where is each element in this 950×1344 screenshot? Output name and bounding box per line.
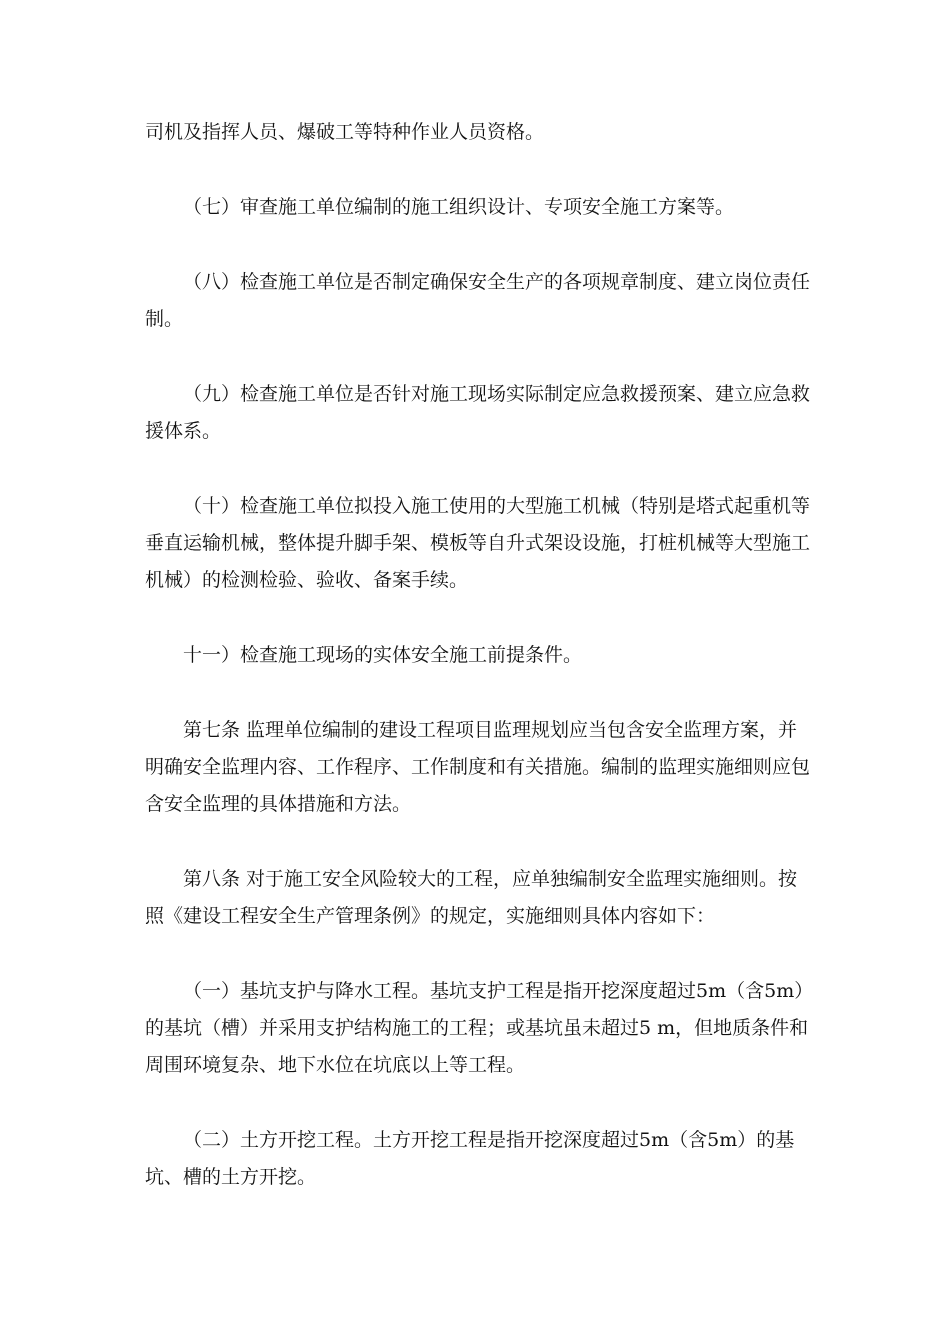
paragraph-continuation: 司机及指挥人员、爆破工等特种作业人员资格。: [145, 121, 545, 143]
paragraph-sub-item-2: （二）土方开挖工程。土方开挖工程是指开挖深度超过5m（含5m）的基坑、槽的土方开挖。: [145, 1129, 795, 1188]
paragraph-item-10: （十）检查施工单位拟投入施工使用的大型施工机械（特别是塔式起重机等垂直运输机械，整体提升脚手架、模板等自升式架设设施，打桩机械等大型施工机械）的检测检验、验收、备案手续。: [145, 495, 811, 591]
paragraph-item-9: （九）检查施工单位是否针对施工现场实际制定应急救援预案、建立应急救援体系。: [145, 383, 811, 442]
paragraph-article-8: 第八条 对于施工安全风险较大的工程，应单独编制安全监理实施细则。按照《建设工程安全生产管理条例》的规定，实施细则具体内容如下：: [145, 868, 798, 927]
paragraph-item-11: 十一）检查施工现场的实体安全施工前提条件。: [183, 644, 583, 666]
paragraph-article-7: 第七条 监理单位编制的建设工程项目监理规划应当包含安全监理方案，并明确安全监理内容、工作程序、工作制度和有关措施。编制的监理实施细则应包含安全监理的具体措施和方法。: [145, 719, 811, 815]
paragraph-item-7: （七）审查施工单位编制的施工组织设计、专项安全施工方案等。: [183, 196, 735, 218]
paragraph-item-8: （八）检查施工单位是否制定确保安全生产的各项规章制度、建立岗位责任制。: [145, 271, 811, 330]
paragraph-sub-item-1: （一）基坑支护与降水工程。基坑支护工程是指开挖深度超过5m（含5m）的基坑（槽）并采用支护结构施工的工程；或基坑虽未超过5 m，但地质条件和周围环境复杂、地下水位在坑底以上等工程。: [145, 980, 809, 1076]
